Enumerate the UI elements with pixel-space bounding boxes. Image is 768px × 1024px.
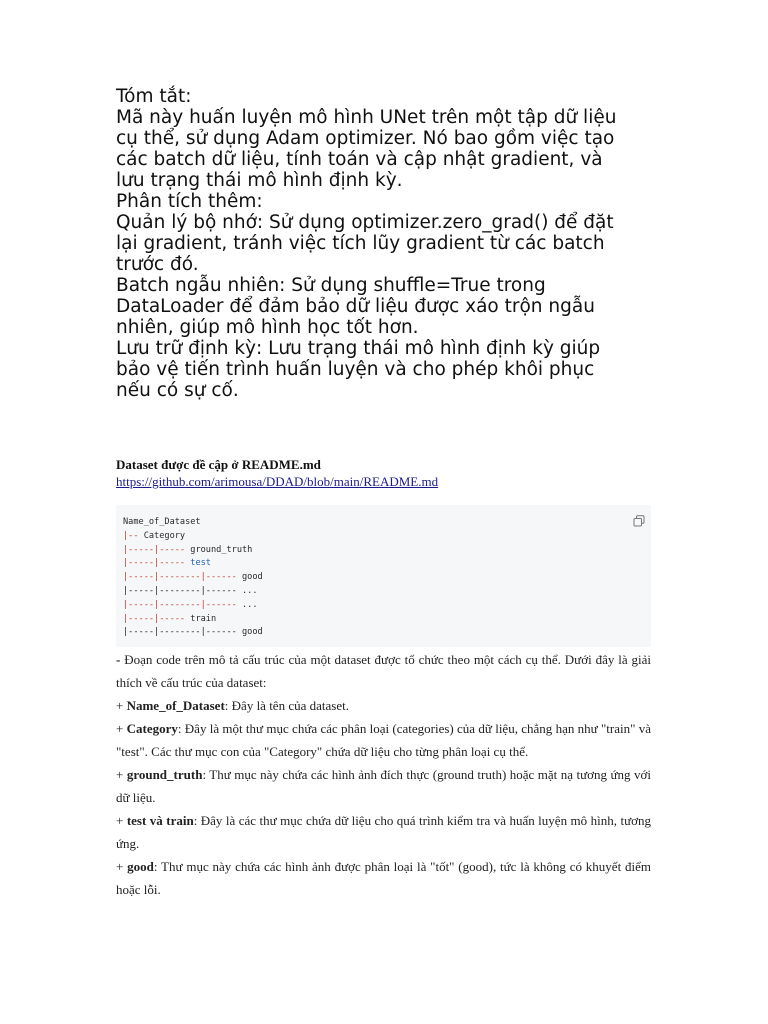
item-desc: : Đây là một thư mục chứa các phân loại (categories) của dữ liệu, chẳng hạn như "train" và "test". Các thư mục con của "Category" chứa dữ liệu cho từng phân loại cụ thể. xyxy=(116,721,651,759)
item-prefix: + xyxy=(116,859,128,874)
folder-name: ground_truth xyxy=(190,544,253,555)
explanation-item xyxy=(116,694,651,717)
code-line xyxy=(123,544,263,558)
tree-branch: |-----|--------|------ xyxy=(123,572,242,583)
summary-line: trước đó. xyxy=(116,254,199,275)
code-line xyxy=(123,516,263,530)
readme-title: Dataset được đề cập ở README.md xyxy=(116,457,321,472)
item-prefix: + xyxy=(116,698,127,713)
summary-line: các batch dữ liệu, tính toán và cập nhật gradient, và xyxy=(116,149,603,170)
code-line xyxy=(123,613,263,627)
folder-name: ... xyxy=(242,585,258,596)
summary-line: lưu trạng thái mô hình định kỳ. xyxy=(116,170,403,191)
tree-branch: |-----|--------|------ xyxy=(123,599,242,610)
code-line xyxy=(123,557,263,571)
tree-branch: |-----|--------|------ xyxy=(123,585,242,596)
code-line xyxy=(123,626,263,640)
folder-name: Category xyxy=(143,530,186,541)
item-prefix: + xyxy=(116,813,127,828)
readme-section xyxy=(116,456,656,490)
item-desc: : Thư mục này chứa các hình ảnh đích thực (ground truth) hoặc mặt nạ tương ứng với dữ liệu. xyxy=(116,767,651,805)
folder-name: good xyxy=(242,572,263,583)
summary-section xyxy=(116,86,656,401)
code-line xyxy=(123,571,263,585)
item-prefix: + xyxy=(116,721,127,736)
item-term: Category xyxy=(126,721,178,736)
summary-line: nếu có sự cố. xyxy=(116,380,239,401)
summary-line: Lưu trữ định kỳ: Lưu trạng thái mô hình định kỳ giúp xyxy=(116,338,601,359)
tree-branch: |-----|----- xyxy=(123,544,191,555)
copy-icon[interactable] xyxy=(633,515,645,527)
readme-link[interactable]: https://github.com/arimousa/DDAD/blob/main/README.md xyxy=(116,474,439,489)
explanation-section xyxy=(116,648,651,901)
summary-line: bảo vệ tiến trình huấn luyện và cho phép khôi phục xyxy=(116,359,595,380)
item-term: good xyxy=(127,859,154,874)
summary-line: cụ thể, sử dụng Adam optimizer. Nó bao gồm việc tạo xyxy=(116,128,615,149)
summary-line: Batch ngẫu nhiên: Sử dụng shuffle=True trong xyxy=(116,275,546,296)
explanation-item xyxy=(116,717,651,763)
folder-name: test xyxy=(190,558,211,569)
summary-line: Quản lý bộ nhớ: Sử dụng optimizer.zero_grad() để đặt xyxy=(116,212,614,233)
tree-branch: |-----|----- xyxy=(123,558,191,569)
code-line xyxy=(123,585,263,599)
explanation-intro xyxy=(116,648,651,694)
folder-name: Name_of_Dataset xyxy=(123,517,201,527)
summary-line: Mã này huấn luyện mô hình UNet trên một tập dữ liệu xyxy=(116,107,617,128)
item-desc: : Đây là các thư mục chứa dữ liệu cho quá trình kiểm tra và huấn luyện mô hình, tương ứng. xyxy=(116,813,651,851)
item-term: test và train xyxy=(126,813,194,828)
item-term: ground_truth xyxy=(126,767,203,782)
item-prefix: + xyxy=(116,767,127,782)
code-block xyxy=(116,505,651,647)
item-desc: : Đây là tên của dataset. xyxy=(224,698,349,713)
folder-name: good xyxy=(242,627,263,638)
code-line xyxy=(123,530,263,544)
code-line xyxy=(123,599,263,613)
tree-branch: |-- xyxy=(123,530,144,541)
explanation-item xyxy=(116,763,651,809)
item-term: Name_of_Dataset xyxy=(126,698,225,713)
explanation-item xyxy=(116,855,651,901)
summary-heading: Tóm tắt: xyxy=(116,86,192,107)
folder-name: ... xyxy=(242,599,258,610)
code-lines xyxy=(123,516,263,640)
summary-line: lại gradient, tránh việc tích lũy gradient từ các batch xyxy=(116,233,605,254)
intro-prefix: - xyxy=(116,652,125,667)
summary-line: nhiên, giúp mô hình học tốt hơn. xyxy=(116,317,419,338)
summary-line: Phân tích thêm: xyxy=(116,191,263,212)
explanation-item xyxy=(116,809,651,855)
intro-text: Đoạn code trên mô tả cấu trúc của một dataset được tổ chức theo một cách cụ thể. Dưới đây là giải thích về cấu trúc của dataset: xyxy=(116,652,651,690)
tree-branch: |-----|--------|------ xyxy=(123,627,242,638)
folder-name: train xyxy=(190,613,217,624)
item-desc: : Thư mục này chứa các hình ảnh được phân loại là "tốt" (good), tức là không có khuyết điểm hoặc lỗi. xyxy=(116,859,651,897)
summary-line: DataLoader để đảm bảo dữ liệu được xáo trộn ngẫu xyxy=(116,296,595,317)
tree-branch: |-----|----- xyxy=(123,613,191,624)
